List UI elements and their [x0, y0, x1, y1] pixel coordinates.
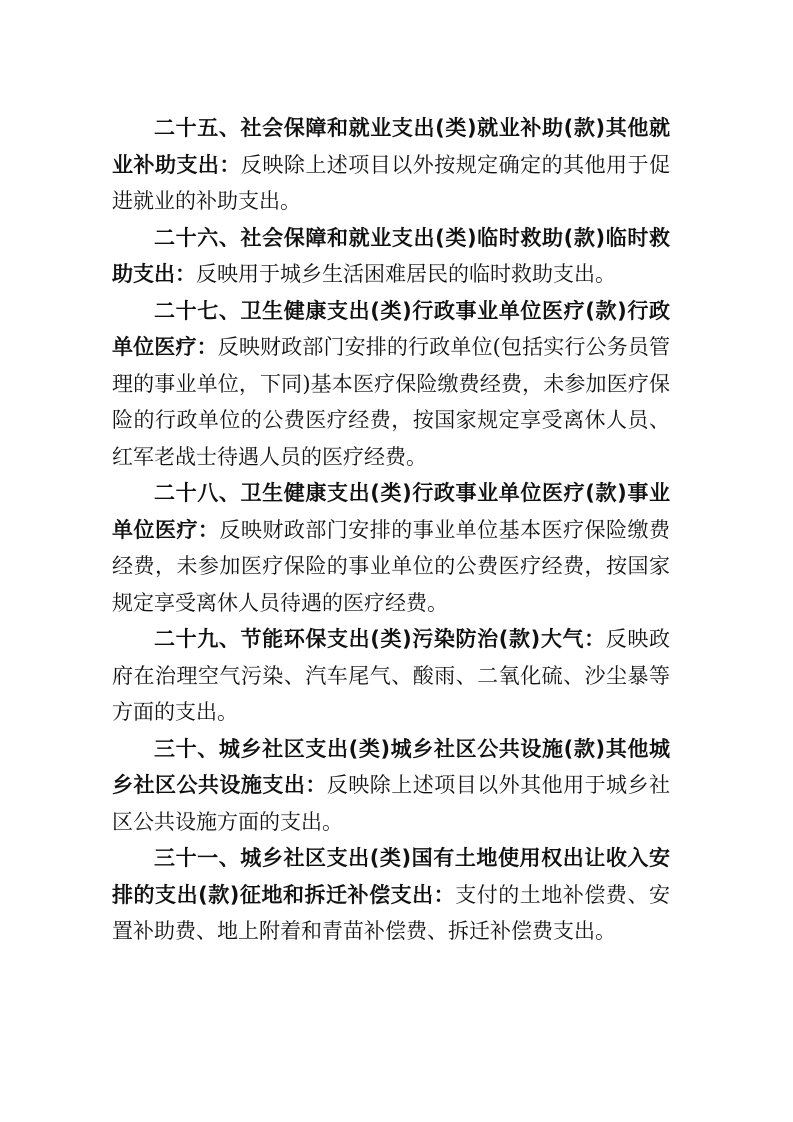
paragraph-text: 反映用于城乡生活困难居民的临时救助支出。 [196, 262, 616, 286]
paragraph-heading: 三十一、城乡社区支出(类)国有土地使用权出让收入安排的支出(款)征地和拆迁补偿支出： [112, 846, 670, 907]
paragraph-text: 反映政府在治理空气污染、汽车尾气、酸雨、二氧化硫、沙尘暴等方面的支出。 [112, 627, 670, 724]
paragraph-26 [112, 220, 670, 293]
paragraph-30 [112, 731, 670, 841]
document-page [112, 110, 670, 950]
paragraph-heading: 二十六、社会保障和就业支出(类)临时救助(款)临时救助支出： [112, 225, 670, 286]
paragraph-text: 反映除上述项目以外其他用于城乡社区公共设施方面的支出。 [112, 773, 671, 834]
paragraph-text: 反映财政部门安排的行政单位(包括实行公务员管理的事业单位，下同)基本医疗保险缴费经费，未参加医疗保险的行政单位的公费医疗经费，按国家规定享受离休人员、红军老战士待遇人员的医疗经费。 [112, 335, 670, 469]
paragraph-text: 反映除上述项目以外按规定确定的其他用于促进就业的补助支出。 [112, 152, 671, 213]
paragraph-heading: 三十、城乡社区支出(类)城乡社区公共设施(款)其他城乡社区公共设施支出： [112, 736, 670, 797]
paragraph-28 [112, 475, 670, 621]
paragraph-heading: 二十五、社会保障和就业支出(类)就业补助(款)其他就业补助支出： [112, 116, 670, 177]
paragraph-text: 反映财政部门安排的事业单位基本医疗保险缴费经费，未参加医疗保险的事业单位的公费医疗经费，按国家规定享受离休人员待遇的医疗经费。 [112, 517, 671, 615]
paragraph-heading: 二十九、节能环保支出(类)污染防治(款)大气： [154, 627, 606, 651]
paragraph-heading: 二十七、卫生健康支出(类)行政事业单位医疗(款)行政单位医疗： [112, 298, 670, 359]
paragraph-29 [112, 621, 670, 731]
paragraph-text: 支付的土地补偿费、安置补助费、地上附着和青苗补偿费、拆迁补偿费支出。 [112, 882, 670, 943]
paragraph-25 [112, 110, 670, 220]
paragraph-31 [112, 840, 670, 950]
paragraph-heading: 二十八、卫生健康支出(类)行政事业单位医疗(款)事业单位医疗： [112, 481, 670, 542]
paragraph-27 [112, 293, 670, 476]
